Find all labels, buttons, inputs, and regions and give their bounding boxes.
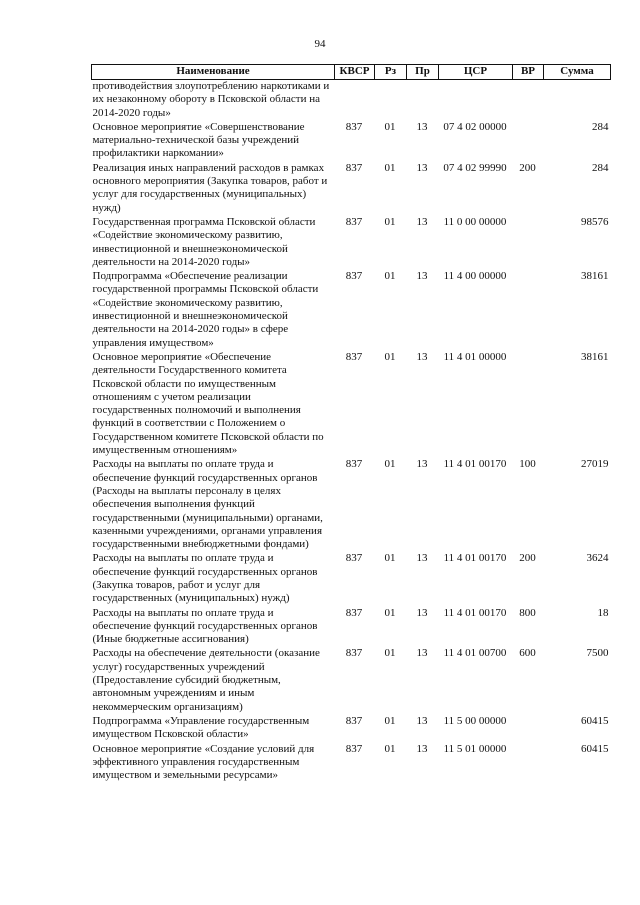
row-kvsr [335, 80, 375, 121]
header-csr: ЦСР [439, 65, 513, 80]
row-sum: 27019 [581, 458, 609, 471]
row-pr: 13 [416, 714, 428, 727]
row-name: Подпрограмма «Управление государственным имуществом Псковской области» [92, 714, 310, 741]
row-vr: 100 [519, 458, 536, 471]
row-vr [513, 216, 544, 270]
row-sum: 98576 [581, 215, 609, 228]
table-row [92, 458, 611, 552]
row-rz: 01 [384, 458, 396, 471]
row-pr: 13 [416, 215, 428, 228]
row-vr [513, 80, 544, 121]
row-kvsr: 837 [345, 458, 363, 471]
row-sum: 3624 [586, 552, 609, 565]
row-sum: 284 [592, 161, 609, 174]
header-rz: Рз [375, 65, 407, 80]
row-name: Расходы на обеспечение деятельности (оказание услуг) государственных учреждений (Предоставление субсидий бюджетным, автономным учреждениям и иным некоммерческим организациям) [92, 647, 320, 713]
row-csr: 11 4 00 00000 [443, 270, 507, 283]
table-row [92, 80, 611, 121]
row-rz: 01 [384, 350, 396, 363]
row-pr: 13 [416, 270, 428, 283]
table-row [92, 351, 611, 458]
row-sum [544, 80, 611, 121]
table-row [92, 607, 611, 648]
table-row [92, 743, 611, 784]
table-header-row [92, 65, 611, 80]
row-rz: 01 [384, 606, 396, 619]
table-row [92, 121, 611, 162]
table-row [92, 647, 611, 714]
row-sum: 7500 [586, 647, 609, 660]
row-csr: 07 4 02 00000 [443, 120, 507, 133]
row-vr: 800 [519, 606, 536, 619]
row-vr: 600 [519, 647, 536, 660]
row-pr: 13 [416, 161, 428, 174]
row-rz: 01 [384, 215, 396, 228]
header-vr: ВР [513, 65, 544, 80]
header-name: Наименование [92, 65, 335, 80]
row-kvsr: 837 [345, 647, 363, 660]
row-csr: 11 4 01 00000 [443, 350, 507, 363]
row-name: Основное мероприятие «Совершенствование материально-технической базы учреждений профилактики наркомании» [92, 120, 305, 160]
row-rz: 01 [384, 552, 396, 565]
row-rz: 01 [384, 742, 396, 755]
row-kvsr: 837 [345, 742, 363, 755]
row-name: Государственная программа Псковской области «Содействие экономическому развитию, инвестиционной и внешнеэкономической деятельности на 2014-2020 годы» [92, 215, 316, 268]
row-sum: 284 [592, 120, 609, 133]
row-kvsr: 837 [345, 350, 363, 363]
row-vr [513, 743, 544, 784]
table-row [92, 552, 611, 606]
table-row [92, 270, 611, 351]
row-pr: 13 [416, 458, 428, 471]
row-vr [513, 121, 544, 162]
row-csr: 11 0 00 00000 [443, 215, 507, 228]
budget-table [91, 64, 611, 783]
row-name: Расходы на выплаты по оплате труда и обеспечение функций государственных органов (Иные бюджетные ассигнования) [92, 606, 318, 646]
row-csr: 07 4 02 99990 [443, 161, 507, 174]
row-name: Подпрограмма «Обеспечение реализации государственной программы Псковской области «Содействие экономическому развитию, инвестиционной и внешнеэкономической деятельности на 2014-2020 годы» в сфере управления имуществом» [92, 270, 319, 349]
row-pr: 13 [416, 742, 428, 755]
row-csr: 11 4 01 00170 [443, 606, 507, 619]
row-pr: 13 [416, 606, 428, 619]
row-pr: 13 [416, 120, 428, 133]
row-sum: 60415 [581, 714, 609, 727]
row-csr: 11 5 01 00000 [443, 742, 507, 755]
row-vr [513, 715, 544, 743]
row-name: Основное мероприятие «Создание условий для эффективного управления государственным имуществом и земельными ресурсами» [92, 742, 315, 782]
row-name: противодействия злоупотреблению наркотиками и их незаконному обороту в Псковской области на 2014-2020 годы» [92, 80, 330, 119]
row-csr: 11 4 01 00170 [443, 552, 507, 565]
row-csr: 11 5 00 00000 [443, 714, 507, 727]
row-pr: 13 [416, 552, 428, 565]
row-rz: 01 [384, 270, 396, 283]
row-csr: 11 4 01 00170 [443, 458, 507, 471]
row-vr [513, 270, 544, 351]
row-pr [407, 80, 439, 121]
row-kvsr: 837 [345, 714, 363, 727]
row-kvsr: 837 [345, 552, 363, 565]
header-kvsr: КВСР [335, 65, 375, 80]
row-kvsr: 837 [345, 120, 363, 133]
row-vr: 200 [519, 552, 536, 565]
table-row [92, 216, 611, 270]
row-kvsr: 837 [345, 161, 363, 174]
header-sum: Сумма [544, 65, 611, 80]
row-name: Основное мероприятие «Обеспечение деятельности Государственного комитета Псковской области по имущественным отношениям с учетом реализации государственных полномочий и выполнения функций в соответствии с Положением о Государственном комитете Псковской области по имущественным отношениям» [92, 350, 324, 457]
row-name: Расходы на выплаты по оплате труда и обеспечение функций государственных органов (Расходы на выплаты персоналу в целях обеспечения выполнения функций государственными (муниципальными) органами, казенными учреждениями, органами управления государственными внебюджетными фондами) [92, 458, 323, 551]
row-rz: 01 [384, 714, 396, 727]
row-rz [375, 80, 407, 121]
row-sum: 38161 [581, 270, 609, 283]
row-csr: 11 4 01 00700 [443, 647, 507, 660]
row-kvsr: 837 [345, 215, 363, 228]
row-sum: 18 [597, 606, 609, 619]
row-rz: 01 [384, 647, 396, 660]
row-rz: 01 [384, 161, 396, 174]
row-sum: 60415 [581, 742, 609, 755]
table-row [92, 162, 611, 216]
row-sum: 38161 [581, 350, 609, 363]
row-vr: 200 [519, 161, 536, 174]
table-row [92, 715, 611, 743]
row-pr: 13 [416, 647, 428, 660]
row-csr [439, 80, 513, 121]
row-name: Расходы на выплаты по оплате труда и обеспечение функций государственных органов (Закупка товаров, работ и услуг для государственных (муниципальных) нужд) [92, 552, 318, 605]
row-rz: 01 [384, 120, 396, 133]
row-name: Реализация иных направлений расходов в рамках основного мероприятия (Закупка товаров, работ и услуг для государственных (муниципальных) нужд) [92, 161, 328, 214]
row-kvsr: 837 [345, 606, 363, 619]
row-vr [513, 351, 544, 458]
row-kvsr: 837 [345, 270, 363, 283]
row-pr: 13 [416, 350, 428, 363]
page-number: 94 [314, 38, 326, 50]
header-pr: Пр [407, 65, 439, 80]
